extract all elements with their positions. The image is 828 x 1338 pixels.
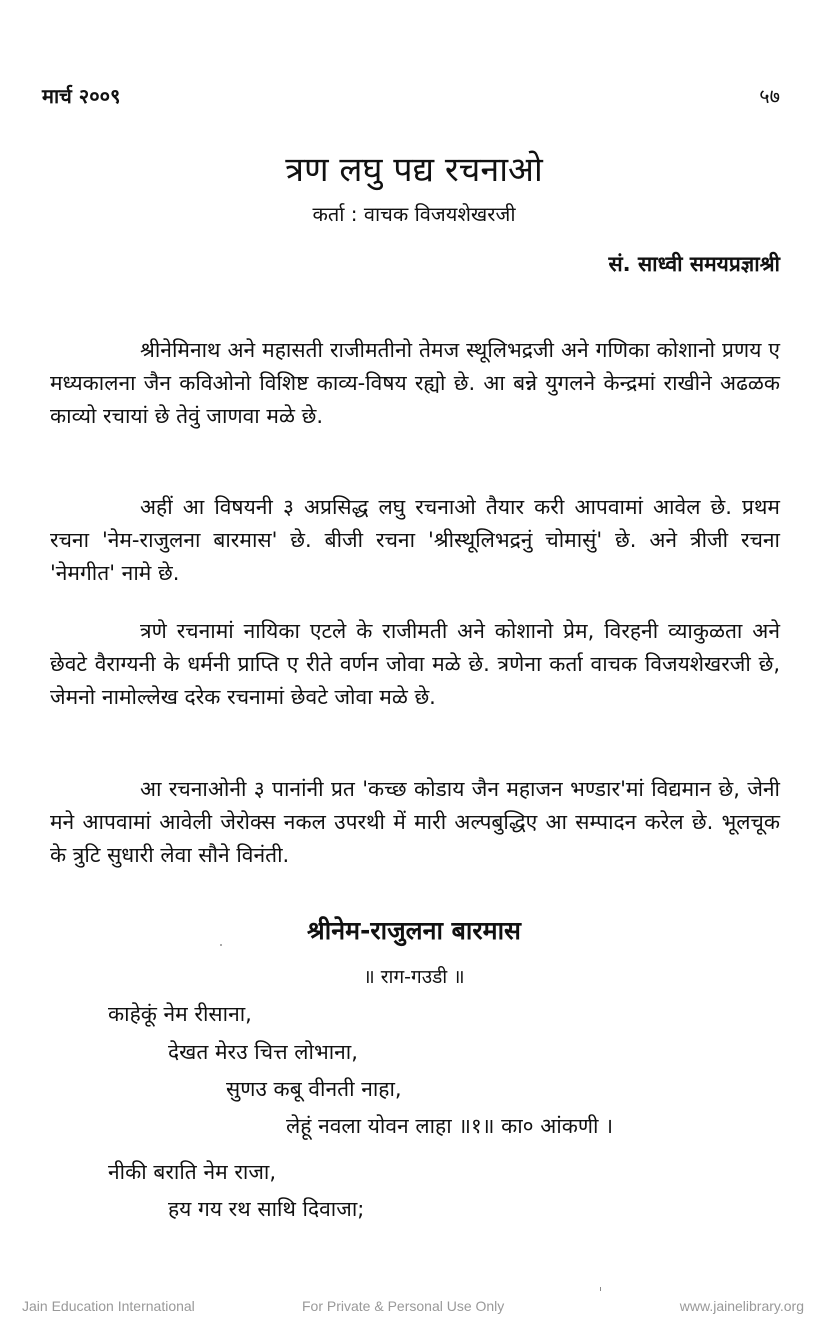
paragraph-works: अहीं आ विषयनी ३ अप्रसिद्ध लघु रचनाओ तैयार करी आपवामां आवेल छे. प्रथम रचना 'नेम-राजुलना बारमास' छे. बीजी रचना 'श्रीस्थूलिभद्रनुं चोमासुं' छे. अने त्रीजी रचना 'नेमगीत' नामे छे.: [50, 495, 780, 585]
footer-usage-note: For Private & Personal Use Only: [302, 1298, 505, 1314]
poem-line: काहेकूं नेम रीसाना,: [108, 1002, 252, 1026]
paragraph-themes: त्रणे रचनामां नायिका एटले के राजीमती अने कोशानो प्रेम, विरहनी व्याकुळता अने छेवटे वैराग्यनी के धर्मनी प्राप्ति ए रीते वर्णन जोवा मळे छे. त्रणेना कर्ता वाचक विजयशेखरजी छे, जेमनो नामोल्लेख दरेक रचनामां छेवटे जोवा मळे छे.: [50, 619, 780, 709]
article-title: त्रण लघु पद्य रचनाओ: [285, 150, 543, 190]
author-line: कर्ता : वाचक विजयशेखरजी: [312, 202, 516, 226]
poem-line: हय गय रथ साथि दिवाजा;: [168, 1197, 365, 1221]
poem-line: लेहूं नवला योवन लाहा ॥१॥ का० आंकणी ।: [286, 1114, 614, 1138]
print-speck: [600, 1287, 601, 1291]
paragraph-intro: श्रीनेमिनाथ अने महासती राजीमतीनो तेमज स्थूलिभद्रजी अने गणिका कोशानो प्रणय ए मध्यकालना जैन कविओनो विशिष्ट काव्य-विषय रह्यो छे. आ बन्ने युगलने केन्द्रमां राखीने अढळक काव्यो रचायां छे तेवुं जाणवा मळे छे.: [50, 338, 780, 428]
editor-line: सं. साध्वी समयप्रज्ञाश्री: [608, 252, 780, 276]
poem-line: नीकी बराति नेम राजा,: [108, 1160, 277, 1184]
poem-raga: ॥ राग-गउडी ॥: [363, 966, 465, 988]
poem-line: सुणउ कबू वीनती नाहा,: [226, 1077, 402, 1101]
footer-website-link[interactable]: www.jainelibrary.org: [679, 1298, 804, 1314]
poem-title: श्रीनेम-राजुलना बारमास: [307, 916, 521, 945]
page-number: ५७: [759, 84, 780, 108]
footer-publisher: Jain Education International: [22, 1298, 195, 1314]
issue-date: मार्च २००९: [42, 84, 121, 108]
paragraph-source: आ रचनाओनी ३ पानांनी प्रत 'कच्छ कोडाय जैन महाजन भण्डार'मां विद्यमान छे, जेनी मने आपवामां आवेली जेरोक्स नकल उपरथी में मारी अल्पबुद्धिए आ सम्पादन करेल छे. भूलचूक के त्रुटि सुधारी लेवा सौने विनंती.: [50, 777, 780, 867]
poem-line: देखत मेरउ चित्त लोभाना,: [168, 1040, 358, 1064]
